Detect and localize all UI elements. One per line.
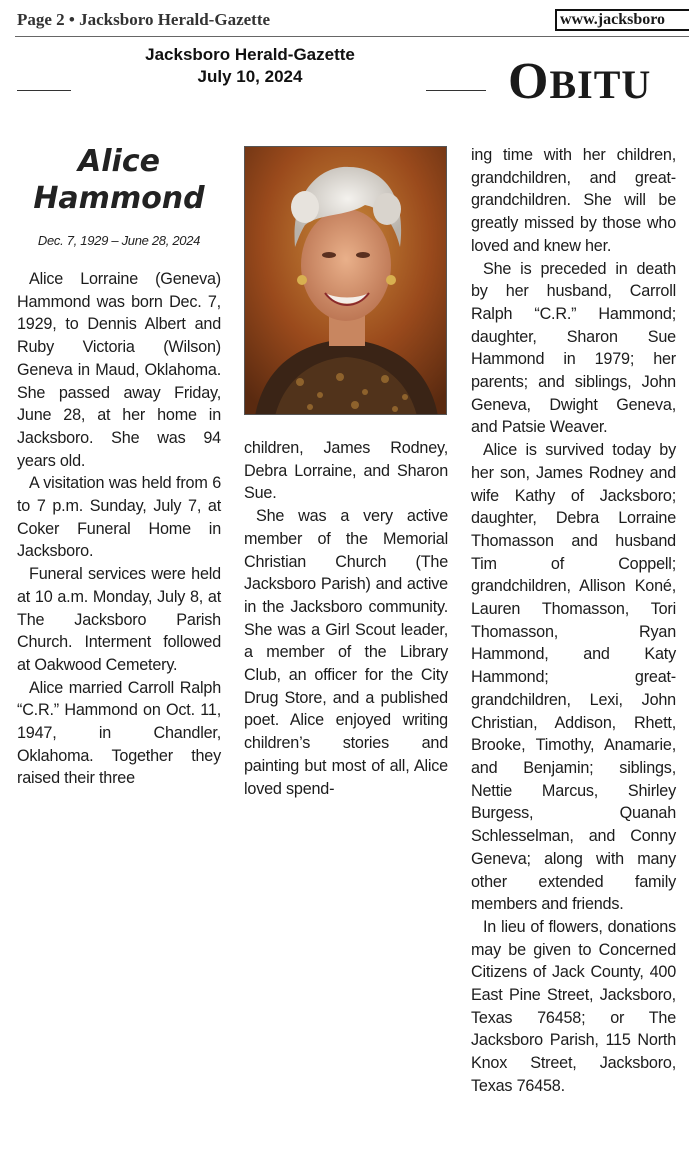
paragraph: ing time with her children, grandchildren, and great-grandchildren. She will be greatly missed by those who loved and knew her. [471, 146, 676, 255]
obituary-name [17, 143, 221, 217]
obituary-dates: Dec. 7, 1929 – June 28, 2024 [37, 233, 201, 248]
paragraph: Alice married Carroll Ralph “C.R.” Hammond on Oct. 11, 1947, in Chandler, Oklahoma. Together they raised their three [17, 678, 221, 788]
page-header-label: Page 2 • Jacksboro Herald-Gazette [17, 10, 271, 29]
masthead [110, 44, 390, 88]
text-column-3 [471, 144, 676, 1098]
portrait-photo [244, 146, 447, 415]
text-column-1 [17, 268, 221, 790]
section-title-initial: O [508, 53, 550, 110]
section-title-rest: BITU [549, 62, 652, 107]
masthead-date: July 10, 2024 [197, 67, 303, 86]
paragraph: She is preceded in death by her husband, Carroll Ralph “C.R.” Hammond; daughter, Sharon Sue Hammond in 1979; her parents; and siblings, John Geneva, Dwight Geneva, and Patsie Weaver. [471, 259, 676, 437]
paragraph: children, James Rodney, Debra Lorraine, and Sharon Sue. [244, 439, 448, 503]
paragraph: A visitation was held from 6 to 7 p.m. Sunday, July 7, at Coker Funeral Home in Jacksboro. [17, 474, 221, 561]
portrait-photo-svg [245, 147, 447, 415]
header-divider [15, 36, 689, 37]
left-short-rule [17, 90, 71, 91]
paragraph: In lieu of flowers, donations may be given to Concerned Citizens of Jack County, 400 East Pine Street, Jacksboro, Texas 76458; or The Jacksboro Parish, 115 North Knox Street, Jacksboro, Texas 76458. [471, 917, 676, 1095]
right-short-rule [426, 90, 486, 91]
header-url-box[interactable]: www.jacksboro [555, 9, 689, 31]
paragraph: Funeral services were held at 10 a.m. Monday, July 8, at The Jacksboro Parish Church. Interment followed at Oakwood Cemetery. [17, 565, 221, 674]
section-title [508, 52, 651, 115]
paragraph: Alice is survived today by her son, James Rodney and wife Kathy of Jacksboro; daughter, Debra Lorraine Thomasson and husband Tim of Coppell; grandchildren, Allison Koné, Lauren Thomasson, Tori Thomasson, Ryan Hammond, and Katy Hammond; great-grandchildren, Lexi, John Christian, Addison, Rhett, Brooke, Timothy, Anamarie, and Benjamin; siblings, Nettie Marcus, Shirley Burgess, Quanah Schlesselman, and Conny Geneva; along with many other extended family members and friends. [471, 441, 676, 914]
paragraph: Alice Lorraine (Geneva) Hammond was born Dec. 7, 1929, to Dennis Albert and Ruby Victoria (Wilson) Geneva in Maud, Oklahoma. She passed away Friday, June 28, at her home in Jacksboro. She was 94 years old. [17, 270, 221, 470]
text-column-2 [244, 437, 448, 800]
name-first: Alice [78, 144, 160, 179]
masthead-paper-name: Jacksboro Herald-Gazette [145, 45, 355, 64]
paragraph: She was a very active member of the Memorial Christian Church (The Jacksboro Parish) and active in the Jacksboro community. She was a Girl Scout leader, a member of the Library Club, an officer for the City Drug Store, and a published poet. Alice enjoyed writing children’s stories and painting but most of all, Alice loved spend- [244, 507, 448, 798]
name-last: Hammond [33, 181, 205, 216]
